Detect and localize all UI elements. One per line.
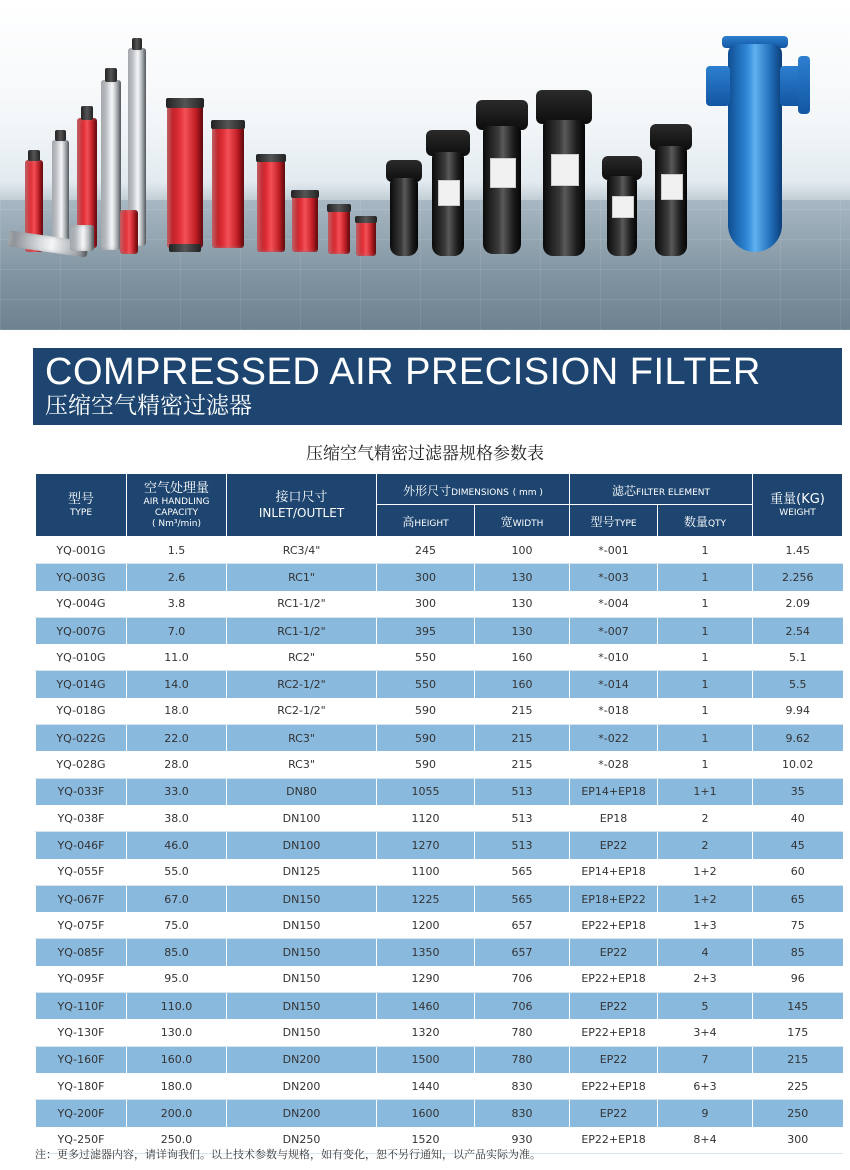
cell-capacity: 28.0 bbox=[127, 751, 227, 778]
cell-model: YQ-001G bbox=[36, 537, 127, 564]
cell-model: YQ-160F bbox=[36, 1046, 127, 1073]
cell-qty: 5 bbox=[658, 993, 753, 1020]
cell-inlet: DN150 bbox=[227, 993, 377, 1020]
cell-weight: 45 bbox=[753, 832, 843, 859]
banner-title-cn: 压缩空气精密过滤器 bbox=[45, 393, 252, 419]
cell-inlet: DN150 bbox=[227, 912, 377, 939]
table-row bbox=[36, 537, 843, 564]
cell-model: YQ-022G bbox=[36, 725, 127, 752]
table-row bbox=[36, 751, 843, 778]
cell-width: 215 bbox=[475, 698, 570, 725]
cell-qty: 7 bbox=[658, 1046, 753, 1073]
cell-height: 550 bbox=[377, 644, 475, 671]
cell-model: YQ-095F bbox=[36, 966, 127, 993]
cell-weight: 225 bbox=[753, 1073, 843, 1100]
cell-inlet: DN150 bbox=[227, 939, 377, 966]
cell-element: *-003 bbox=[570, 564, 658, 591]
header-capacity: 空气处理量 AIR HANDLING CAPACITY ( Nm³/min) bbox=[127, 474, 227, 537]
cell-inlet: RC3/4" bbox=[227, 537, 377, 564]
cell-element: *-007 bbox=[570, 617, 658, 644]
product-photo bbox=[0, 0, 850, 330]
table-header-row bbox=[36, 474, 843, 505]
cell-height: 1460 bbox=[377, 993, 475, 1020]
cell-element: EP22+EP18 bbox=[570, 966, 658, 993]
cell-width: 513 bbox=[475, 805, 570, 832]
cell-model: YQ-003G bbox=[36, 564, 127, 591]
cell-capacity: 18.0 bbox=[127, 698, 227, 725]
cell-width: 130 bbox=[475, 564, 570, 591]
table-row bbox=[36, 939, 843, 966]
cell-height: 1290 bbox=[377, 966, 475, 993]
header-dimensions: 外形尺寸DIMENSIONS ( mm ) bbox=[377, 474, 570, 505]
cell-qty: 1 bbox=[658, 671, 753, 698]
cell-inlet: DN100 bbox=[227, 832, 377, 859]
cell-inlet: RC2" bbox=[227, 644, 377, 671]
cell-weight: 2.54 bbox=[753, 617, 843, 644]
cell-weight: 10.02 bbox=[753, 751, 843, 778]
cell-inlet: DN150 bbox=[227, 966, 377, 993]
cell-model: YQ-130F bbox=[36, 1019, 127, 1046]
cell-inlet: RC1" bbox=[227, 564, 377, 591]
cell-weight: 96 bbox=[753, 966, 843, 993]
cell-qty: 9 bbox=[658, 1100, 753, 1127]
cell-weight: 60 bbox=[753, 859, 843, 886]
cell-height: 1100 bbox=[377, 859, 475, 886]
cell-model: YQ-033F bbox=[36, 778, 127, 805]
table-row bbox=[36, 993, 843, 1020]
cell-model: YQ-014G bbox=[36, 671, 127, 698]
cell-qty: 1 bbox=[658, 537, 753, 564]
cell-weight: 75 bbox=[753, 912, 843, 939]
cell-capacity: 110.0 bbox=[127, 993, 227, 1020]
cell-qty: 1+2 bbox=[658, 859, 753, 886]
cell-width: 780 bbox=[475, 1046, 570, 1073]
cell-weight: 145 bbox=[753, 993, 843, 1020]
cell-qty: 1+2 bbox=[658, 885, 753, 912]
cell-height: 1440 bbox=[377, 1073, 475, 1100]
cell-weight: 5.5 bbox=[753, 671, 843, 698]
cell-inlet: DN200 bbox=[227, 1046, 377, 1073]
cell-weight: 2.256 bbox=[753, 564, 843, 591]
cell-height: 1120 bbox=[377, 805, 475, 832]
cell-model: YQ-010G bbox=[36, 644, 127, 671]
cell-width: 565 bbox=[475, 859, 570, 886]
cell-capacity: 180.0 bbox=[127, 1073, 227, 1100]
cell-model: YQ-085F bbox=[36, 939, 127, 966]
table-row bbox=[36, 778, 843, 805]
cell-width: 565 bbox=[475, 885, 570, 912]
cell-capacity: 130.0 bbox=[127, 1019, 227, 1046]
table-row bbox=[36, 832, 843, 859]
cell-qty: 1 bbox=[658, 751, 753, 778]
table-row bbox=[36, 912, 843, 939]
cell-width: 160 bbox=[475, 644, 570, 671]
header-weight: 重量(KG) WEIGHT bbox=[753, 474, 843, 537]
cell-height: 1055 bbox=[377, 778, 475, 805]
cell-qty: 1 bbox=[658, 564, 753, 591]
cell-qty: 1 bbox=[658, 698, 753, 725]
cell-height: 1600 bbox=[377, 1100, 475, 1127]
cell-element: *-018 bbox=[570, 698, 658, 725]
cell-weight: 40 bbox=[753, 805, 843, 832]
cell-inlet: DN250 bbox=[227, 1127, 377, 1154]
cell-qty: 1 bbox=[658, 644, 753, 671]
cell-capacity: 2.6 bbox=[127, 564, 227, 591]
cell-inlet: RC2-1/2" bbox=[227, 698, 377, 725]
cell-width: 706 bbox=[475, 966, 570, 993]
cell-height: 300 bbox=[377, 564, 475, 591]
cell-qty: 8+4 bbox=[658, 1127, 753, 1154]
cell-element: EP22+EP18 bbox=[570, 1127, 658, 1154]
table-row bbox=[36, 698, 843, 725]
cell-width: 657 bbox=[475, 939, 570, 966]
cell-capacity: 95.0 bbox=[127, 966, 227, 993]
cell-height: 395 bbox=[377, 617, 475, 644]
cell-model: YQ-180F bbox=[36, 1073, 127, 1100]
cell-model: YQ-007G bbox=[36, 617, 127, 644]
cell-height: 1200 bbox=[377, 912, 475, 939]
cell-capacity: 1.5 bbox=[127, 537, 227, 564]
cell-capacity: 33.0 bbox=[127, 778, 227, 805]
header-filter-element: 滤芯FILTER ELEMENT bbox=[570, 474, 753, 505]
cell-height: 245 bbox=[377, 537, 475, 564]
cell-inlet: RC3" bbox=[227, 751, 377, 778]
cell-model: YQ-028G bbox=[36, 751, 127, 778]
table-row bbox=[36, 1019, 843, 1046]
cell-inlet: RC3" bbox=[227, 725, 377, 752]
cell-model: YQ-018G bbox=[36, 698, 127, 725]
cell-qty: 1 bbox=[658, 591, 753, 618]
cell-capacity: 55.0 bbox=[127, 859, 227, 886]
cell-weight: 2.09 bbox=[753, 591, 843, 618]
cell-weight: 215 bbox=[753, 1046, 843, 1073]
cell-qty: 2+3 bbox=[658, 966, 753, 993]
cell-element: EP14+EP18 bbox=[570, 859, 658, 886]
cell-inlet: DN100 bbox=[227, 805, 377, 832]
cell-element: EP22+EP18 bbox=[570, 1019, 658, 1046]
cell-weight: 250 bbox=[753, 1100, 843, 1127]
cell-width: 215 bbox=[475, 725, 570, 752]
header-model: 型号 TYPE bbox=[36, 474, 127, 537]
table-row bbox=[36, 1046, 843, 1073]
cell-weight: 300 bbox=[753, 1127, 843, 1154]
cell-weight: 85 bbox=[753, 939, 843, 966]
cell-model: YQ-004G bbox=[36, 591, 127, 618]
cell-width: 780 bbox=[475, 1019, 570, 1046]
footnote: 注：更多过滤器内容，请详询我们。以上技术参数与规格，如有变化，恕不另行通知，以产品实际为准。 bbox=[35, 1148, 541, 1161]
cell-height: 590 bbox=[377, 725, 475, 752]
cell-qty: 2 bbox=[658, 805, 753, 832]
cell-model: YQ-075F bbox=[36, 912, 127, 939]
cell-qty: 3+4 bbox=[658, 1019, 753, 1046]
cell-height: 590 bbox=[377, 698, 475, 725]
cell-height: 1225 bbox=[377, 885, 475, 912]
cell-capacity: 67.0 bbox=[127, 885, 227, 912]
table-row bbox=[36, 885, 843, 912]
table-row bbox=[36, 1100, 843, 1127]
cell-weight: 9.62 bbox=[753, 725, 843, 752]
cell-model: YQ-110F bbox=[36, 993, 127, 1020]
cell-model: YQ-200F bbox=[36, 1100, 127, 1127]
cell-element: *-001 bbox=[570, 537, 658, 564]
title-banner bbox=[33, 348, 842, 425]
header-qty: 数量QTY bbox=[658, 505, 753, 537]
cell-element: EP14+EP18 bbox=[570, 778, 658, 805]
cell-capacity: 38.0 bbox=[127, 805, 227, 832]
cell-qty: 4 bbox=[658, 939, 753, 966]
table-row bbox=[36, 1073, 843, 1100]
cell-element: EP18+EP22 bbox=[570, 885, 658, 912]
cell-height: 1270 bbox=[377, 832, 475, 859]
table-row bbox=[36, 725, 843, 752]
cell-element: EP22 bbox=[570, 939, 658, 966]
table-row bbox=[36, 564, 843, 591]
cell-weight: 35 bbox=[753, 778, 843, 805]
cell-width: 513 bbox=[475, 778, 570, 805]
table-row bbox=[36, 805, 843, 832]
cell-width: 513 bbox=[475, 832, 570, 859]
cell-weight: 9.94 bbox=[753, 698, 843, 725]
cell-qty: 6+3 bbox=[658, 1073, 753, 1100]
table-row bbox=[36, 617, 843, 644]
cell-element: EP18 bbox=[570, 805, 658, 832]
cell-inlet: DN150 bbox=[227, 885, 377, 912]
cell-weight: 5.1 bbox=[753, 644, 843, 671]
cell-weight: 175 bbox=[753, 1019, 843, 1046]
cell-inlet: RC2-1/2" bbox=[227, 671, 377, 698]
cell-inlet: DN125 bbox=[227, 859, 377, 886]
cell-width: 100 bbox=[475, 537, 570, 564]
cell-inlet: DN80 bbox=[227, 778, 377, 805]
table-title: 压缩空气精密过滤器规格参数表 bbox=[306, 444, 544, 464]
cell-height: 1320 bbox=[377, 1019, 475, 1046]
cell-height: 1350 bbox=[377, 939, 475, 966]
cell-element: *-010 bbox=[570, 644, 658, 671]
cell-width: 930 bbox=[475, 1127, 570, 1154]
cell-inlet: DN150 bbox=[227, 1019, 377, 1046]
cell-capacity: 22.0 bbox=[127, 725, 227, 752]
cell-height: 1520 bbox=[377, 1127, 475, 1154]
cell-capacity: 85.0 bbox=[127, 939, 227, 966]
cell-height: 1500 bbox=[377, 1046, 475, 1073]
cell-qty: 1 bbox=[658, 725, 753, 752]
cell-element: *-004 bbox=[570, 591, 658, 618]
cell-model: YQ-038F bbox=[36, 805, 127, 832]
cell-height: 550 bbox=[377, 671, 475, 698]
cell-inlet: RC1-1/2" bbox=[227, 591, 377, 618]
cell-weight: 1.45 bbox=[753, 537, 843, 564]
cell-capacity: 200.0 bbox=[127, 1100, 227, 1127]
cell-element: EP22+EP18 bbox=[570, 1073, 658, 1100]
cell-capacity: 11.0 bbox=[127, 644, 227, 671]
cell-width: 130 bbox=[475, 617, 570, 644]
cell-qty: 2 bbox=[658, 832, 753, 859]
cell-width: 830 bbox=[475, 1100, 570, 1127]
cell-height: 590 bbox=[377, 751, 475, 778]
header-element-type: 型号TYPE bbox=[570, 505, 658, 537]
cell-model: YQ-067F bbox=[36, 885, 127, 912]
cell-element: *-028 bbox=[570, 751, 658, 778]
cell-width: 706 bbox=[475, 993, 570, 1020]
cell-model: YQ-055F bbox=[36, 859, 127, 886]
cell-element: EP22 bbox=[570, 832, 658, 859]
table-row bbox=[36, 859, 843, 886]
cell-width: 657 bbox=[475, 912, 570, 939]
cell-weight: 65 bbox=[753, 885, 843, 912]
cell-inlet: DN200 bbox=[227, 1100, 377, 1127]
cell-inlet: DN200 bbox=[227, 1073, 377, 1100]
table-row bbox=[36, 671, 843, 698]
cell-height: 300 bbox=[377, 591, 475, 618]
table-row bbox=[36, 644, 843, 671]
cell-width: 130 bbox=[475, 591, 570, 618]
spec-table bbox=[35, 473, 843, 1154]
cell-capacity: 160.0 bbox=[127, 1046, 227, 1073]
cell-width: 160 bbox=[475, 671, 570, 698]
cell-capacity: 46.0 bbox=[127, 832, 227, 859]
cell-qty: 1+1 bbox=[658, 778, 753, 805]
cell-capacity: 7.0 bbox=[127, 617, 227, 644]
cell-capacity: 14.0 bbox=[127, 671, 227, 698]
cell-capacity: 75.0 bbox=[127, 912, 227, 939]
cell-qty: 1 bbox=[658, 617, 753, 644]
cell-element: EP22 bbox=[570, 1100, 658, 1127]
table-row bbox=[36, 966, 843, 993]
cell-model: YQ-046F bbox=[36, 832, 127, 859]
header-width: 宽WIDTH bbox=[475, 505, 570, 537]
header-inlet: 接口尺寸 INLET/OUTLET bbox=[227, 474, 377, 537]
cell-width: 830 bbox=[475, 1073, 570, 1100]
table-row bbox=[36, 591, 843, 618]
cell-model: YQ-250F bbox=[36, 1127, 127, 1154]
spec-table-body bbox=[36, 537, 843, 1154]
banner-title-en: COMPRESSED AIR PRECISION FILTER bbox=[45, 351, 761, 393]
cell-capacity: 3.8 bbox=[127, 591, 227, 618]
cell-element: EP22 bbox=[570, 993, 658, 1020]
cell-capacity: 250.0 bbox=[127, 1127, 227, 1154]
cell-inlet: RC1-1/2" bbox=[227, 617, 377, 644]
cell-element: *-014 bbox=[570, 671, 658, 698]
cell-qty: 1+3 bbox=[658, 912, 753, 939]
cell-element: EP22+EP18 bbox=[570, 912, 658, 939]
header-height: 高HEIGHT bbox=[377, 505, 475, 537]
cell-element: EP22 bbox=[570, 1046, 658, 1073]
cell-element: *-022 bbox=[570, 725, 658, 752]
cell-width: 215 bbox=[475, 751, 570, 778]
